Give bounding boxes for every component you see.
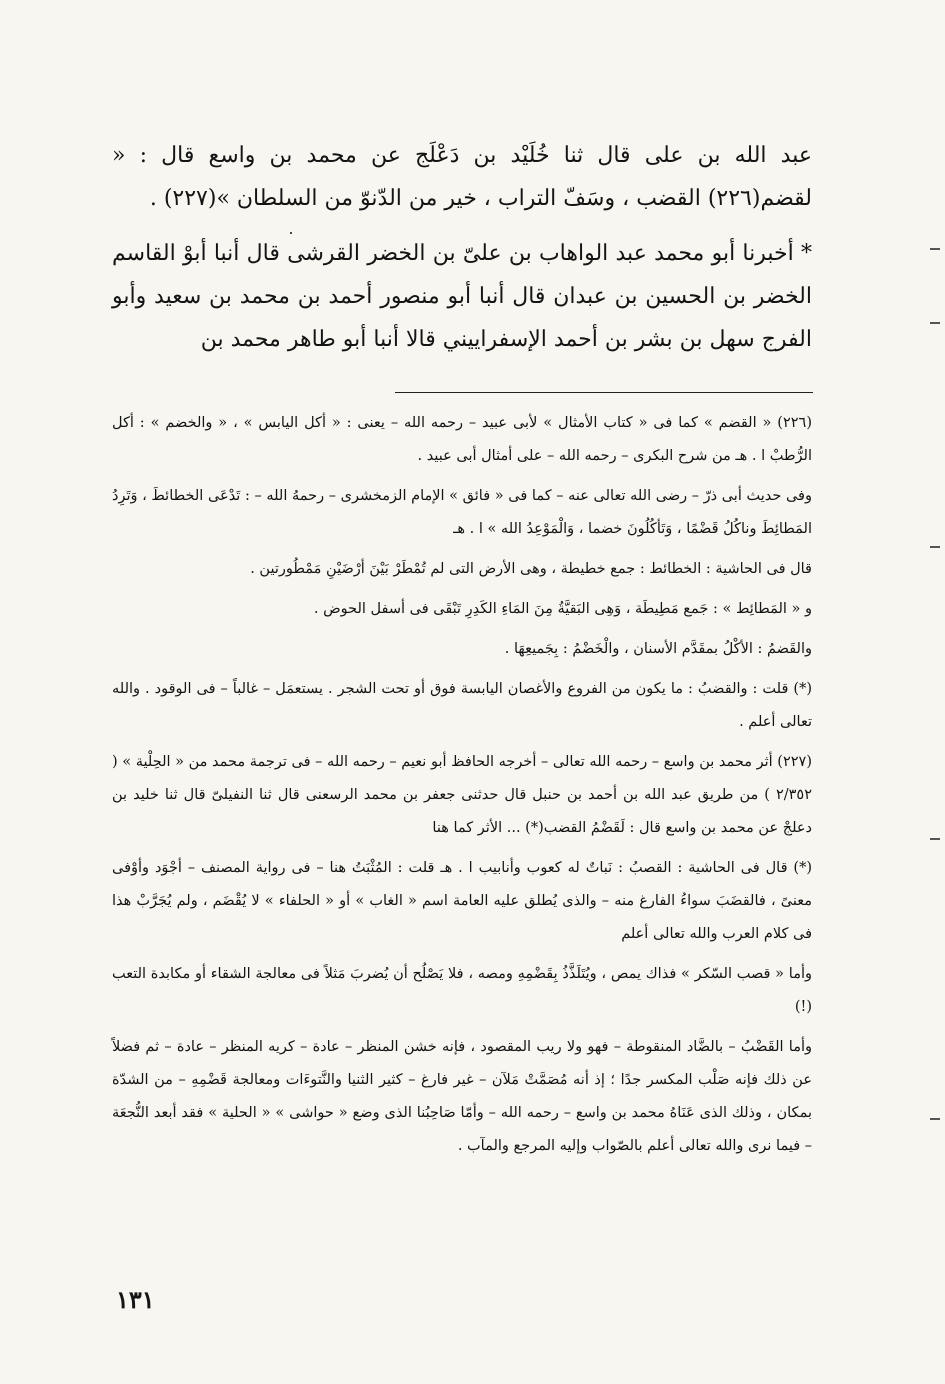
margin-mark xyxy=(930,248,940,250)
main-paragraph: عبد الله بن على قال ثنا خُلَيْد بن دَعْلَج عن محمد بن واسع قال : « لقضم(٢٢٦) القضب ، وسَفّ التراب ، خير من الدّنوّ من السلطان »(٢٢٧) . xyxy=(112,143,812,211)
main-paragraph: * أخبرنا أبو محمد عبد الواهاب بن علىّ بن الخضر القرشى قال أنبا أبوْ القاسم الخضر بن الحسين بن عبدان قال أنبا أبو منصور أحمد بن محمد بن سعيد وأبو الفرج سهل بن بشر بن أحمد الإسفراييني قالا أنبا أبو طاهر محمد بن xyxy=(112,241,812,352)
footnote-227: (٢٢٧) أثر محمد بن واسع – رحمه الله تعالى – أخرجه الحافظ أبو نعيم – رحمه الله – فى ترجمة محمد من « الحِلْية » ( ٢/٣٥٢ ) من طريق عبد الله بن أحمد بن حنبل قال حدثنى جعفر بن محمد الرسعنى قال ثنا النفيلىّ قال ثنا خليد بن دعلجْ عن محمد بن واسع قال : لَقَضْمُ القضب(*) ... الأثر كما هنا xyxy=(112,754,812,836)
footnote-paragraph: (*) قال فى الحاشية : القصبُ : نَباتٌ له كعوب وأنابيب ا . هـ قلت : المُثْبَتُ هنا – فى رواية المصنف – أجْوَد وأوْفى معنىً ، فالقضَبَ سواءُ الفارغ منه – والذى يُطلق عليه العامة اسم « الغاب » أو « الحلفاء » لا يُقْضَم ، ولم يُجَرَّبْ هذا فى كلام العرب والله تعالى أعلم xyxy=(112,860,812,942)
margin-mark xyxy=(930,546,940,548)
footnote-paragraph: وفى حديث أبى ذرّ – رضى الله تعالى عنه – كما فى « فائق » الإمام الزمخشرى – رحمهُ الله – : تَدْعَى الخطائطَ ، وَتَرِدُ المَطائِطَ وناكُلُ قَضْمًا ، وَتَأكُلُونَ خضما ، وَالْمَوْعِدُ الله » ا . هـ xyxy=(112,488,812,537)
margin-mark xyxy=(930,1118,940,1120)
footnote-paragraph: قال فى الحاشية : الخطائط : جمع خطيطة ، وهى الأرض التى لم تُمْطَرْ بَيْنَ أرْضَيْنِ مَمْطُورتين . xyxy=(250,561,812,577)
footnote-226: (٢٢٦) « القضم » كما فى « كتاب الأمثال » لأبى عبيد – رحمه الله – يعنى : « أكل اليابس » ، « والخضم » : أكل الرُّطبْ ا . هـ من شرح البكرى – رحمه الله – على أمثال أبى عبيد . xyxy=(112,415,812,464)
margin-mark xyxy=(930,838,940,840)
footnote-paragraph: وأما « قصب السّكر » فذاك يمص ، ويُتَلَذَّذُ بِقَضْمِهِ ومصه ، فلا يَصْلُح أن يُضربَ مَثلاً فى معالجة الشقاء أو مكابدة التعب (!) xyxy=(112,966,812,1015)
speck xyxy=(290,232,292,234)
footnote-paragraph: والقَضمُ : الأكْلُ بمقَدَّم الأسنان ، والْخَضْمُ : بِجَميعِهَا . xyxy=(504,641,812,657)
main-text xyxy=(112,134,812,361)
footnote-separator xyxy=(395,392,813,393)
page-number: ١٣١ xyxy=(116,1285,155,1314)
margin-mark xyxy=(930,322,940,324)
footnote-paragraph: و « المَطائِط » : جَمع مَطِيطَة ، وَهِى البَقيَّةُ مِنَ المَاءِ الكَدِرِ تَبْقَى فى أسفل الحوض . xyxy=(313,601,812,617)
footnote-paragraph: وأما القَضْبُ – بالضَّاد المنقوطة – فهو ولا ريب المقصود ، فإنه خشن المنظر – عادة – كريه المنظر – عادة – ثم فضلاً عن ذلك فإنه صَلْب المكسر جدًا ؛ إذ أنه مُصَمَّتْ مَلآن – غير فارغ – كثير الثنيا والنَّتوءَات ومعالجة قَضْمِهِ – من الشدّة بمكان ، وذلك الذى عَنَاهُ محمد بن واسع – رحمه الله – وأمّا صَاحِبُنا الذى وضع « حواشى » « الحلية » فقد أبعد النُّجعَة – فيما نرى والله تعالى أعلم بالصّواب وإليه المرجع والمآب . xyxy=(112,1039,812,1154)
footnote-paragraph: (*) قلت : والقضبُ : ما يكون من الفروع والأغصان اليابسة فوق أو تحت الشجر . يستعمَل – غالباً – فى الوقود . والله تعالى أعلم . xyxy=(112,681,812,730)
footnotes xyxy=(112,407,812,1170)
